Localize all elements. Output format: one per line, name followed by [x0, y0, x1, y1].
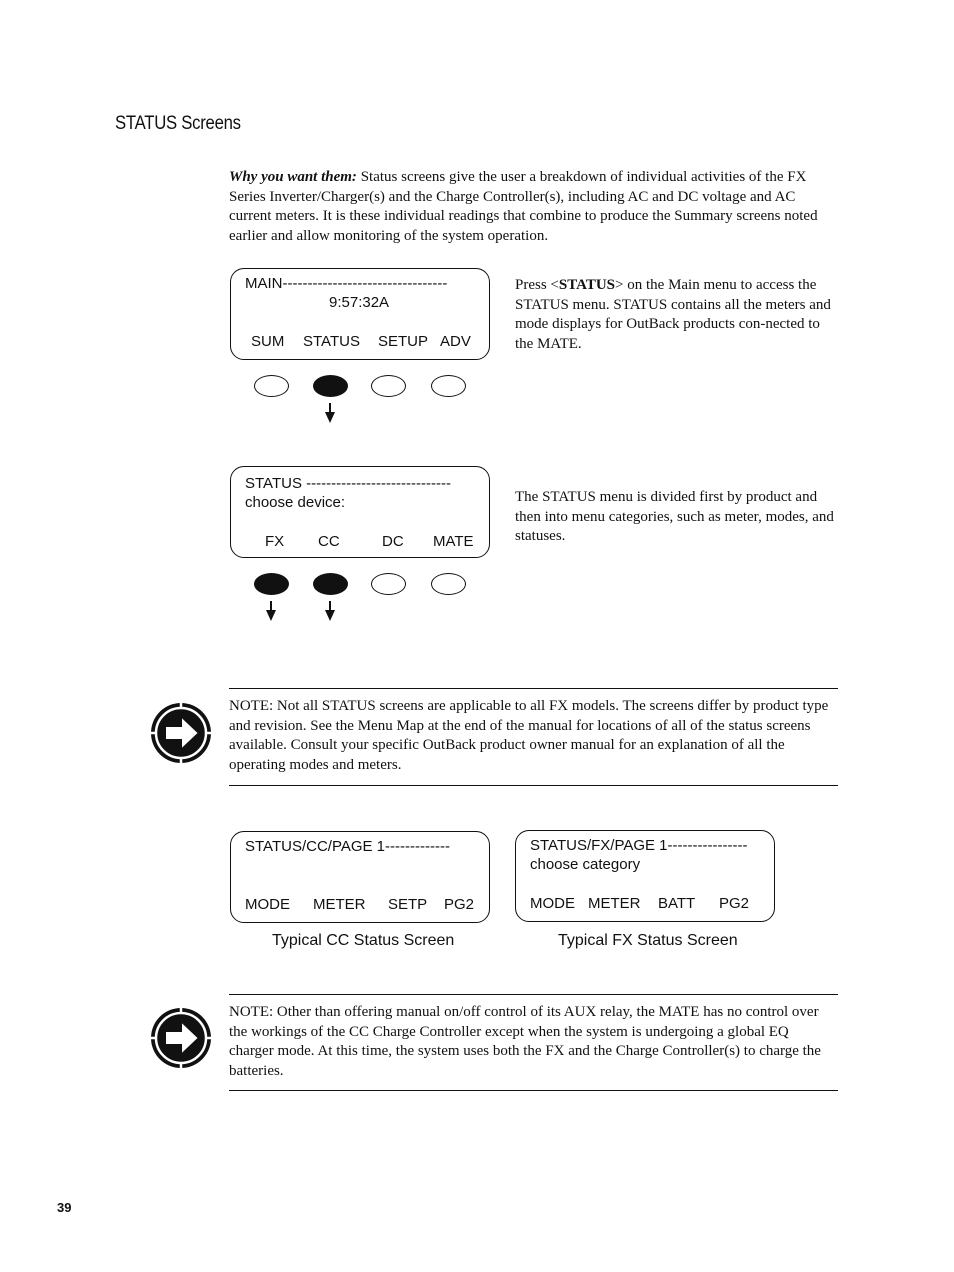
softkey-adv: ADV [440, 333, 471, 350]
softkey-setup: SETUP [378, 333, 429, 350]
softkey-pg2: PG2 [444, 896, 475, 913]
softkey-dc: DC [382, 533, 404, 550]
note-rule-top [229, 688, 838, 689]
side-text-bold: STATUS [558, 277, 616, 293]
note-rule-top [229, 994, 838, 995]
lcd-fx-status [515, 830, 775, 922]
mate-button-1[interactable] [254, 375, 289, 397]
down-arrow-icon [264, 601, 278, 621]
softkey-sum: SUM [251, 333, 285, 350]
lcd-line-2: choose device: [245, 494, 346, 511]
side-text-post: > on the Main menu to access the STATUS menu. STATUS contains all the meters and mode displays for OutBack products con-nected to the MATE. [515, 277, 831, 352]
softkey-mode: MODE [245, 896, 290, 913]
mate-button-2-pressed[interactable] [313, 375, 348, 397]
down-arrow-icon [323, 601, 337, 621]
side-text-status: The STATUS menu is divided first by product and then into menu categories, such as meter, modes, and statuses. [515, 489, 834, 544]
note-arrow-icon [150, 702, 212, 764]
mate-button-4[interactable] [431, 375, 466, 397]
lcd-line-1: MAIN--------------------------------- [245, 275, 448, 292]
lcd-status-menu [230, 466, 490, 558]
mate-button-3[interactable] [371, 573, 406, 595]
lcd-line-2: choose category [530, 856, 641, 873]
softkey-mate: MATE [433, 533, 474, 550]
note-2-text: NOTE: Other than offering manual on/off control of its AUX relay, the MATE has no control over the workings of the CC Charge Controller except when the system is undergoing a global EQ charger mode. At this time, the system uses both the FX and the Charge Controller(s) to charge the batteries. [229, 1004, 821, 1079]
note-rule-bottom [229, 785, 838, 786]
lcd-time: 9:57:32A [329, 294, 390, 311]
lcd-line-1: STATUS/FX/PAGE 1---------------- [530, 837, 748, 854]
softkey-status: STATUS [303, 333, 360, 350]
note-rule-bottom [229, 1090, 838, 1091]
softkey-batt: BATT [658, 895, 696, 912]
softkey-pg2: PG2 [719, 895, 750, 912]
softkey-meter: METER [313, 896, 366, 913]
lcd-line-1: STATUS ----------------------------- [245, 475, 451, 492]
down-arrow-icon [323, 403, 337, 423]
side-text-pre: Press < [515, 277, 559, 293]
intro-lead: Why you want them: [229, 169, 357, 185]
softkey-meter: METER [588, 895, 641, 912]
intro-paragraph [229, 168, 841, 246]
softkey-cc: CC [318, 533, 340, 550]
mate-button-2-pressed[interactable] [313, 573, 348, 595]
mate-button-3[interactable] [371, 375, 406, 397]
softkey-fx: FX [265, 533, 285, 550]
lcd-line-1: STATUS/CC/PAGE 1------------- [245, 838, 450, 855]
lcd-cc-status [230, 831, 490, 923]
softkey-setp: SETP [388, 896, 428, 913]
fx-caption: Typical FX Status Screen [558, 932, 738, 949]
cc-caption: Typical CC Status Screen [272, 932, 455, 949]
note-1-text: NOTE: Not all STATUS screens are applicable to all FX models. The screens differ by product type and revision. See the Menu Map at the end of the manual for locations of all of the status screens available. Consult your specific OutBack product owner manual for an explanation of all the operating modes and meters. [229, 698, 829, 773]
intro-text: Status screens give the user a breakdown of individual activities of the FX Series Inverter/Charger(s) and the Charge Controller(s), including AC and DC voltage and AC current meters. It is these individual readings that combine to produce the Summary screens noted earlier and allow monitoring of the system operation. [229, 169, 818, 244]
lcd-main-menu [230, 268, 490, 360]
section-heading: STATUS Screens [115, 113, 241, 134]
mate-button-1-pressed[interactable] [254, 573, 289, 595]
softkey-mode: MODE [530, 895, 575, 912]
page-number: 39 [57, 1200, 72, 1215]
note-arrow-icon [150, 1007, 212, 1069]
side-text-main [515, 276, 840, 354]
mate-button-4[interactable] [431, 573, 466, 595]
